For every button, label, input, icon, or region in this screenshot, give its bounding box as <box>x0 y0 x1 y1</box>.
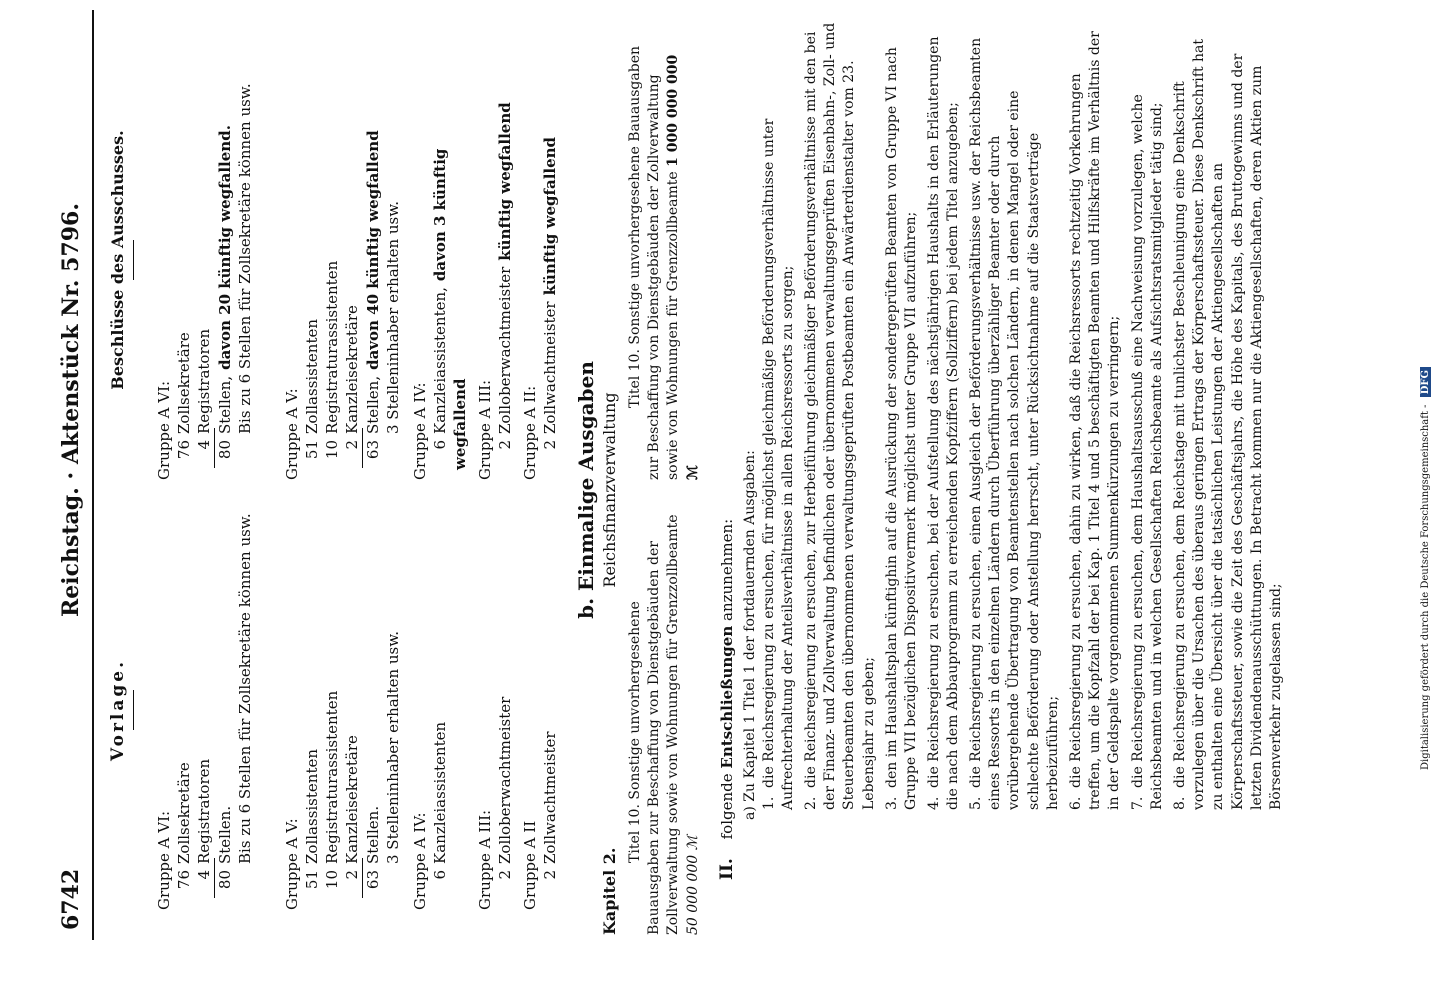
section-II-intro-bold: Entschließungen <box>718 625 736 769</box>
row-title: Registraturassistenten <box>323 260 341 434</box>
row-title: Kanzleisekretäre <box>343 305 361 434</box>
section-II-items <box>760 10 1320 810</box>
row-note-bold: davon 3 künftig wegfallend <box>431 148 469 470</box>
group-row <box>194 490 214 910</box>
group-label: Gruppe A III: <box>476 809 494 910</box>
total-label: Stellen, <box>216 375 234 434</box>
group-block <box>410 490 450 910</box>
total-label: Stellen. <box>216 805 234 864</box>
row-count: 51 <box>303 870 321 890</box>
group-label: Gruppe A VI: <box>155 810 173 910</box>
left-titel-block <box>626 505 703 935</box>
left-titel-text: Sonstige unvorhergesehene Bauausgaben zur Beschaffung von Dienstgebäuden der Zollverwaltung sowie von Wohnungen für Grenzzollbeamte <box>627 514 682 935</box>
left-title-rule <box>133 690 134 730</box>
resolution-item <box>925 20 963 810</box>
row-title: Kanzleiassistenten, <box>431 287 449 434</box>
resolution-item <box>760 20 798 810</box>
resolution-item <box>802 20 879 810</box>
resolution-item <box>1067 20 1125 810</box>
resolution-number: 5. <box>968 796 984 810</box>
group-row <box>174 60 194 480</box>
page-number: 6742 <box>58 868 84 930</box>
left-titel-label: Titel 10. <box>627 804 643 863</box>
section-II-intro <box>717 519 737 880</box>
total-label: Stellen. <box>364 805 382 864</box>
digitization-credit <box>1420 367 1431 770</box>
group-label: Gruppe A IV: <box>411 812 429 910</box>
row-title: Zollwachtmeister <box>541 731 559 864</box>
resolution-text: die Reichsregierung zu ersuchen, dem Reichstage mit tunlichster Beschleunigung eine Denkschrift vorzulegen über die Ursachen des überaus geringen Ertrags der Körperschaftssteuer. Diese Denkschrift hat zu enthalten eine Übersicht über die tatsächlichen Leistungen der Aktiengesellschaften an Körperschaftssteuer, sowie die Zeit des Geschäftsjahrs, die Höhe des Kapitals, des Bruttogewinns und der letzten Dividendenausschüttungen. In Betracht kommen nur die Aktiengesellschaften, deren Aktien zum Börsenverkehr zugelassen sind; <box>1172 38 1285 810</box>
total-note-bold: davon 40 künftig wegfallend <box>364 130 382 370</box>
group-block <box>475 60 515 480</box>
resolution-text: die Reichsregierung zu ersuchen, zur Herbeiführung gleichmäßiger Beförderungsverhältnisse mit den bei der Finanz- und Zollverwaltung befindlichen oder übernommenen verwaltungsgeprüften Eisenbahn-, Zoll- und Steuerbeamten den übernommenen verwaltungsgeprüften Postbeamten ein Anwärterdienstalter vom 23. Lebensjahr zu geben; <box>803 22 877 810</box>
resolution-item <box>1171 20 1286 810</box>
group-row <box>194 60 214 480</box>
right-title-rule <box>133 240 134 280</box>
row-count: 6 <box>431 440 449 450</box>
right-titel-label: Titel 10. <box>627 349 643 408</box>
resolution-number: 1. <box>761 796 777 810</box>
group-block <box>282 490 403 910</box>
row-title: Zollwachtmeister <box>541 301 559 434</box>
group-row <box>430 490 450 910</box>
row-title: Registraturassistenten <box>323 690 341 864</box>
total-row <box>215 60 235 480</box>
group-row <box>342 60 362 480</box>
section-II-sub-a: a) Zu Kapitel 1 Titel 1 der fortdauernden Ausgaben: <box>742 450 758 820</box>
dfg-logo: DFG <box>1420 367 1431 397</box>
row-count: 2 <box>343 870 361 880</box>
total-label: Stellen, <box>364 375 382 434</box>
left-titel-amount: 50 000 000 ℳ <box>684 835 701 935</box>
total-count: 80 <box>216 440 234 460</box>
row-note-bold: künftig wegfallend <box>496 102 514 261</box>
right-titel-block <box>626 40 703 480</box>
row-count: 2 <box>343 440 361 450</box>
total-count: 63 <box>364 440 382 460</box>
row-title: Zollassistenten <box>303 748 321 864</box>
row-count: 76 <box>175 870 193 890</box>
group-row <box>540 490 560 910</box>
block-note: 3 Stelleninhaber erhalten usw. <box>384 630 402 864</box>
total-row <box>363 490 383 910</box>
group-row <box>302 490 322 910</box>
section-II-intro-pre: folgende <box>718 773 736 840</box>
row-count: 2 <box>541 440 559 450</box>
digitization-credit-text: Digitalisierung gefördert durch die Deutsche Forschungsgemeinschaft - <box>1420 404 1431 770</box>
resolution-number: 6. <box>1068 796 1084 810</box>
group-row <box>302 60 322 480</box>
total-note-bold: davon 20 künftig wegfallend. <box>216 125 234 370</box>
right-titel-text: Sonstige unvorhergesehene Bauausgaben zur Beschaffung von Dienstgebäuden der Zollverwaltung sowie von Wohnungen für Grenzzollbeamte <box>627 46 682 480</box>
resolution-number: 7. <box>1130 796 1146 810</box>
group-block <box>282 60 403 480</box>
section-II-intro-post: anzunehmen: <box>718 518 736 621</box>
row-count: 2 <box>496 440 514 450</box>
row-count: 2 <box>496 870 514 880</box>
row-count: 2 <box>541 870 559 880</box>
group-row <box>430 60 470 480</box>
resolution-text: den im Haushaltsplan künftighin auf die Ausrückung der sondergeprüften Beamten von Gruppe VI nach Gruppe VII bezüglichen Dispositivvermerk möglichst unter Gruppe VII aufzuführen; <box>884 47 920 810</box>
section-II-numeral: II. <box>717 858 737 880</box>
row-title: Registratoren <box>195 328 213 434</box>
row-title: Zollsekretäre <box>175 332 193 434</box>
resolution-text: die Reichsregierung zu ersuchen, bei der Aufstellung des nächstjährigen Haushalts in den Erläuterungen die nach dem Abbauprogramm zu erreichenden Kopfziffern (Sollziffern) bei jedem Titel anzugeben; <box>926 36 962 810</box>
group-row <box>322 60 342 480</box>
group-block <box>410 60 470 480</box>
resolution-text: die Reichsregierung zu ersuchen, dem Haushaltsausschuß eine Nachweisung vorzulegen, welche Reichsbeamten und in welchen Gesellschaften Reichsbeamte als Aufsichtsratsmitglieder tätig sind; <box>1130 94 1166 810</box>
group-row <box>495 490 515 910</box>
left-column-title: Vorlage. <box>108 658 128 762</box>
group-label: Gruppe A V: <box>283 388 301 480</box>
resolution-item <box>883 20 921 810</box>
resolution-item <box>1129 20 1167 810</box>
group-row <box>322 490 342 910</box>
row-count: 10 <box>323 440 341 460</box>
row-count: 4 <box>195 870 213 880</box>
left-kapitel: Kapitel 2. <box>600 847 619 935</box>
resolution-text: die Reichsregierung zu ersuchen, dahin zu wirken, daß die Reichsressorts rechtzeitig Vorkehrungen treffen, um die Kopfzahl der bei Kap. 1 Titel 4 und 5 beschäftigten Beamten und Hilfskräfte im Verhältnis der in der Geldspalte vorgenommenen Summenkürzungen zu verringern; <box>1068 31 1123 810</box>
row-title: Registratoren <box>195 758 213 864</box>
row-title: Zolloberwachtmeister <box>496 696 514 864</box>
group-label: Gruppe A IV: <box>411 382 429 480</box>
group-row <box>174 490 194 910</box>
block-note: Bis zu 6 Stellen für Zollsekretäre können usw. <box>236 513 254 864</box>
total-row <box>215 490 235 910</box>
section-b-title: b. Einmalige Ausgaben <box>574 361 598 619</box>
row-count: 51 <box>303 440 321 460</box>
resolution-item <box>967 20 1063 810</box>
group-label: Gruppe A II: <box>521 385 539 480</box>
group-row <box>342 490 362 910</box>
resolution-number: 8. <box>1172 796 1188 810</box>
total-row <box>363 60 383 480</box>
group-block <box>154 490 255 910</box>
group-row <box>540 60 560 480</box>
group-row <box>495 60 515 480</box>
block-note: Bis zu 6 Stellen für Zollsekretäre können usw. <box>236 83 254 434</box>
row-title: Kanzleisekretäre <box>343 735 361 864</box>
resolution-number: 4. <box>926 796 942 810</box>
row-title: Zolloberwachtmeister <box>496 266 514 434</box>
group-label: Gruppe A V: <box>283 818 301 910</box>
group-label: Gruppe A VI: <box>155 380 173 480</box>
right-column-title: Beschlüsse des Ausschusses. <box>108 130 127 390</box>
row-title: Kanzleiassistenten <box>431 721 449 864</box>
right-titel-amount: 1 000 000 000 ℳ <box>665 54 701 480</box>
group-block <box>520 60 560 480</box>
group-block <box>154 60 255 480</box>
total-count: 80 <box>216 870 234 890</box>
total-count: 63 <box>364 870 382 890</box>
row-title: Zollassistenten <box>303 318 321 434</box>
header-rule <box>92 10 94 940</box>
row-count: 10 <box>323 870 341 890</box>
page-title: Reichstag. · Aktenstück Nr. 5796. <box>58 202 84 618</box>
group-label: Gruppe A II <box>521 820 539 910</box>
row-count: 6 <box>431 870 449 880</box>
row-count: 76 <box>175 440 193 460</box>
resolution-text: die Reichsregierung zu ersuchen, für möglichst gleichmäßige Beförderungsverhältnisse unter Aufrechterhaltung der Anteilsverhältnisse in allen Reichsressorts zu sorgen; <box>761 118 797 810</box>
resolution-number: 3. <box>884 796 900 810</box>
row-note-bold: künftig wegfallend <box>541 136 559 296</box>
row-title: Zollsekretäre <box>175 762 193 864</box>
block-note: 3 Stelleninhaber erhalten usw. <box>384 200 402 434</box>
resolution-number: 2. <box>803 796 819 810</box>
section-b-subtitle: Reichsfinanzverwaltung <box>600 392 619 588</box>
group-block <box>475 490 515 910</box>
resolution-text: die Reichsregierung zu ersuchen, einen Ausgleich der Beförderungsverhältnisse usw. der Reichsbeamten eines Ressorts in den einzelnen Ländern durch Überführung überzähliger Beamter oder durch vorübergehende Übertragung von Beamtenstellen nach solchen Ländern, in denen Mangel oder eine schlechte Beförderung oder Anstellung herrscht, unter Rücksichtnahme auf die Staatsverträge herbeizuführen; <box>968 37 1061 810</box>
row-count: 4 <box>195 440 213 450</box>
group-label: Gruppe A III: <box>476 379 494 480</box>
group-block <box>520 490 560 910</box>
